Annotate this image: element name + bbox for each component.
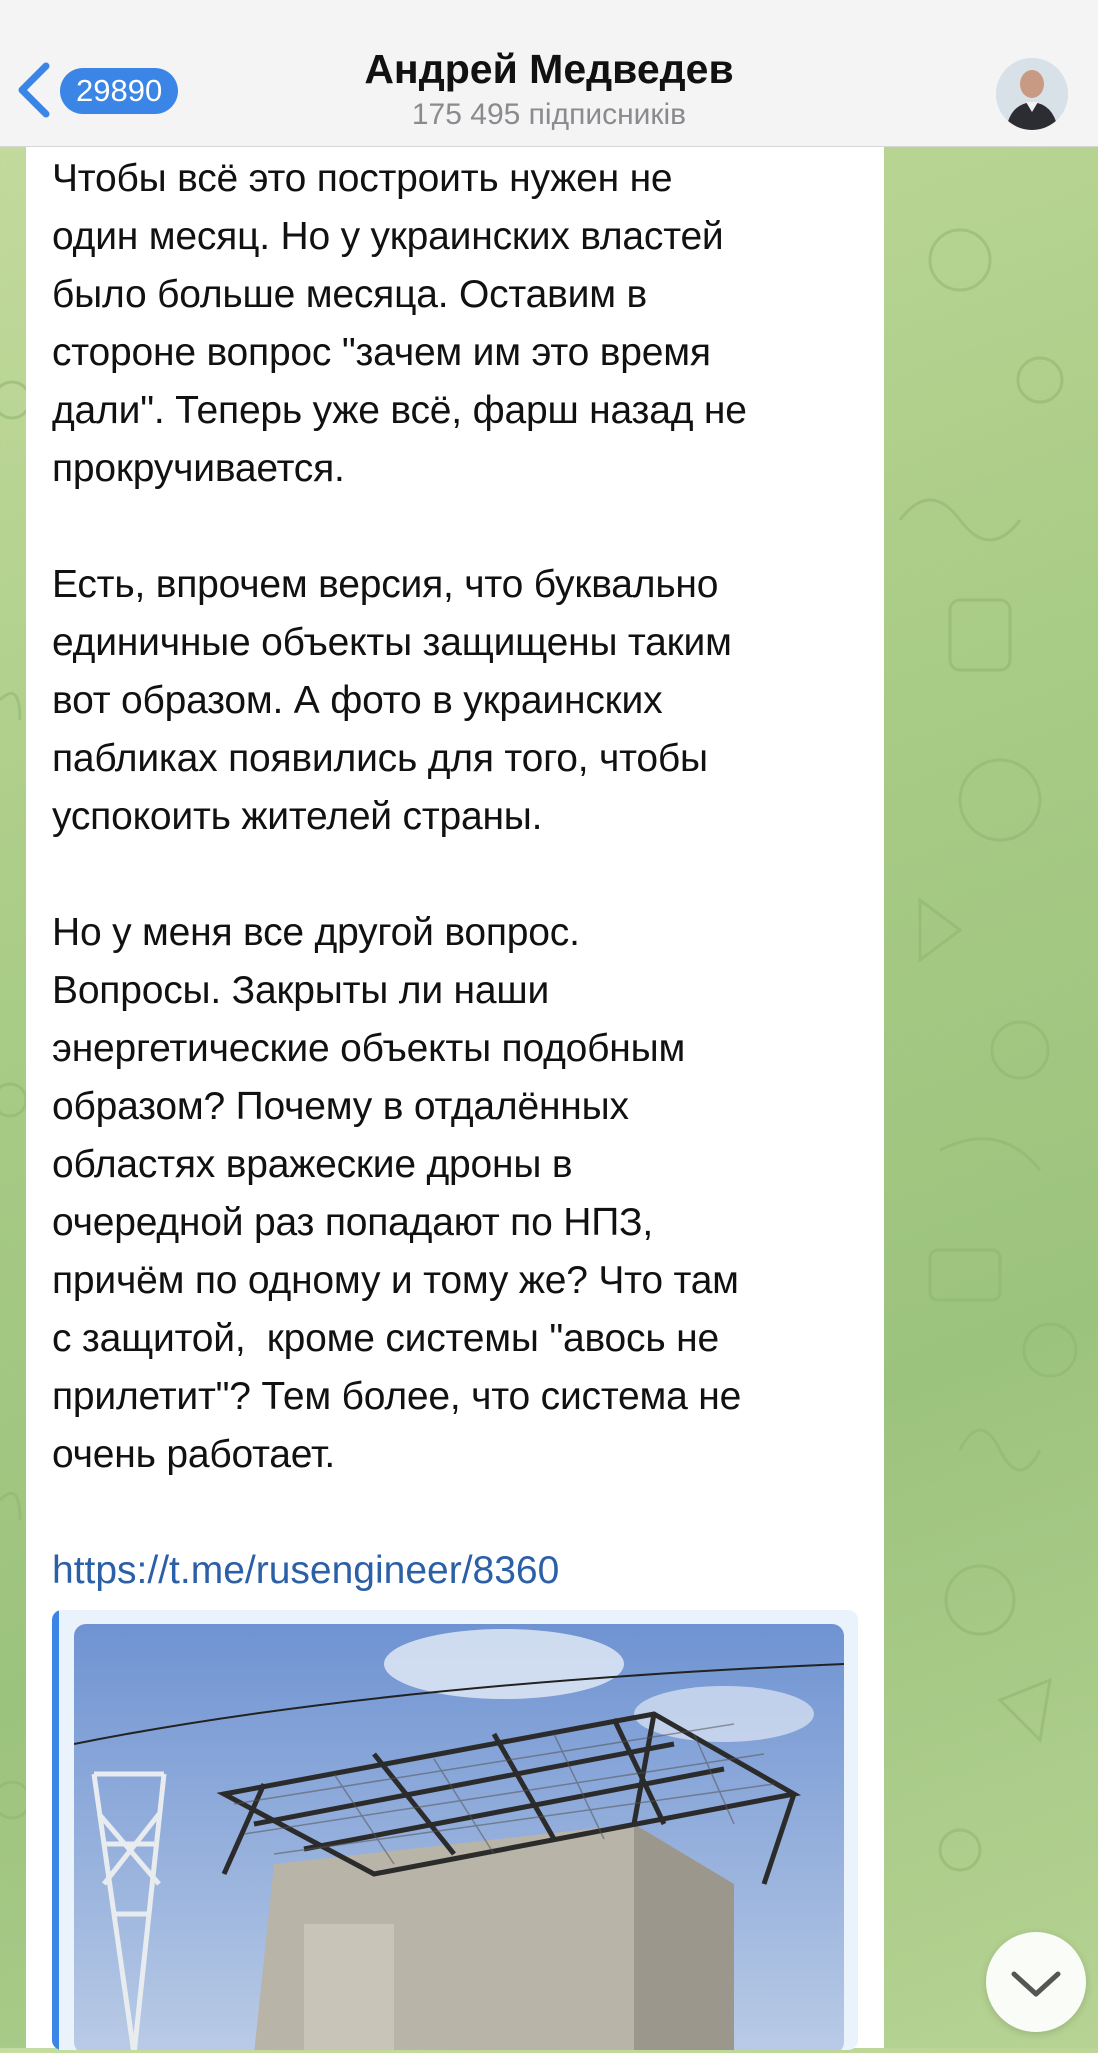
- message-link[interactable]: https://t.me/rusengineer/8360: [52, 1549, 560, 1592]
- chat-header: [0, 0, 1098, 147]
- industrial-structure-photo: [74, 1624, 844, 2050]
- scroll-down-button[interactable]: [986, 1932, 1086, 2032]
- link-preview[interactable]: [52, 1610, 858, 2050]
- avatar-photo: [996, 58, 1068, 130]
- subscriber-count: 175 495 підписників: [411, 98, 687, 131]
- preview-accent-bar: [52, 1610, 59, 2050]
- channel-avatar[interactable]: [996, 58, 1068, 130]
- channel-title[interactable]: Андрей Медведев: [364, 46, 734, 92]
- message-bubble: [26, 146, 884, 2048]
- preview-image[interactable]: [74, 1624, 844, 2050]
- message-text: Чтобы всё это построить нужен не один месяц. Но у украинских властей было больше месяца. Оставим в стороне вопрос "зачем им это время дали". Теперь уже всё, фарш назад не прокручивается. Есть, впрочем версия, что буквально единичные объекты защищены таким вот образом. А фото в украинских пабликах появились для того, чтобы успокоить жителей страны. Но у меня все другой вопрос. Вопросы. Закрыты ли наши энергетические объекты подобным образом? Почему в отдалённых областях вражеские дроны в очередной раз попадают по НПЗ, причём по одному и тому же? Что там с защитой, кроме системы "авось не прилетит"? Тем более, что система не очень работает.: [52, 157, 747, 1476]
- chevron-down-icon: [986, 1932, 1086, 2032]
- unread-count-badge[interactable]: 29890: [60, 68, 178, 114]
